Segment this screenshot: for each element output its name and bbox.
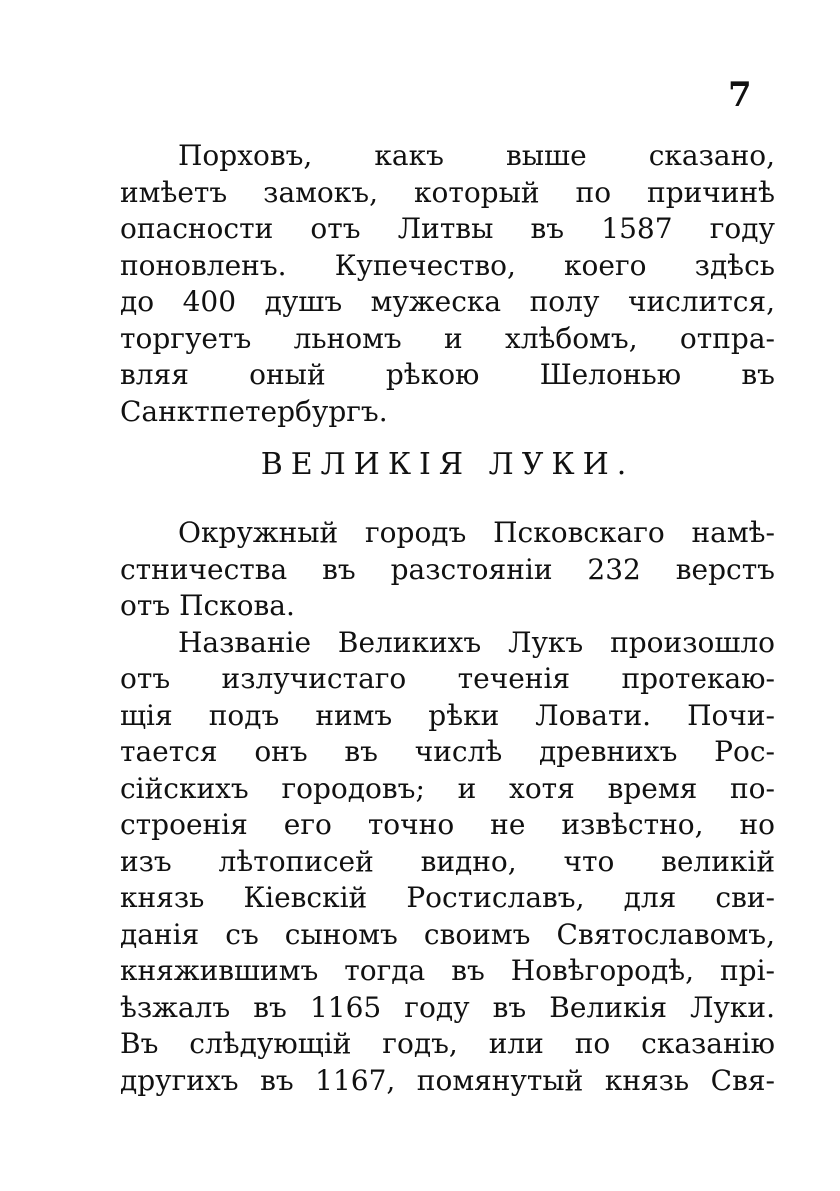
paragraph-okruzhny bbox=[120, 515, 775, 625]
text-line: Окружный городъ Псковскаго намѣ- bbox=[178, 516, 775, 549]
text-line: изъ лѣтописей видно, что великій bbox=[120, 844, 775, 878]
text-line: другихъ въ 1167, помянутый князь Свя- bbox=[120, 1063, 775, 1097]
section-heading: ВЕЛИКІЯ ЛУКИ. bbox=[260, 447, 635, 482]
text-line: Въ слѣдующій годъ, или по сказанію bbox=[120, 1027, 775, 1060]
text-line: сійскихъ городовъ; и хотя время по- bbox=[120, 771, 775, 805]
text-line: отъ излучистаго теченія протекаю- bbox=[120, 662, 775, 695]
text-line: ѣзжалъ въ 1165 году въ Великія Луки. bbox=[120, 990, 775, 1024]
section-velikie-luki bbox=[120, 515, 775, 1099]
text-line: до 400 душъ мужеска полу числится, bbox=[120, 285, 775, 318]
text-line: тается онъ въ числѣ древнихъ Рос- bbox=[120, 735, 775, 768]
text-line: опасности отъ Литвы въ 1587 году bbox=[120, 212, 775, 245]
paragraph-porkhov bbox=[120, 138, 775, 430]
text-line: щія подъ нимъ рѣки Ловати. Почи- bbox=[120, 698, 775, 732]
text-line: князь Кіевскій Ростиславъ, для сви- bbox=[120, 881, 775, 914]
text-line: вляя оный рѣкою Шелонью въ bbox=[120, 358, 775, 391]
page-number: 7 bbox=[728, 75, 752, 115]
text-line: Названіе Великихъ Лукъ произошло bbox=[178, 625, 775, 659]
text-line: Порховъ, какъ выше сказано, bbox=[178, 139, 775, 172]
text-line: стничества въ разстояніи 232 верстъ bbox=[120, 552, 775, 586]
text-line: Санктпетербургъ. bbox=[120, 394, 388, 428]
paragraph-nazvanie bbox=[120, 625, 775, 1100]
text-line: имѣетъ замокъ, который по причинѣ bbox=[120, 175, 775, 209]
text-line: торгуетъ льномъ и хлѣбомъ, отпра- bbox=[120, 321, 775, 355]
text-line: поновленъ. Купечество, коего здѣсь bbox=[120, 248, 775, 282]
text-line: строенія его точно не извѣстно, но bbox=[120, 808, 775, 841]
text-line: княжившимъ тогда въ Новѣгородѣ, прі- bbox=[120, 954, 775, 987]
text-line: отъ Пскова. bbox=[120, 589, 295, 622]
text-line: данія съ сыномъ своимъ Святославомъ, bbox=[120, 917, 775, 951]
